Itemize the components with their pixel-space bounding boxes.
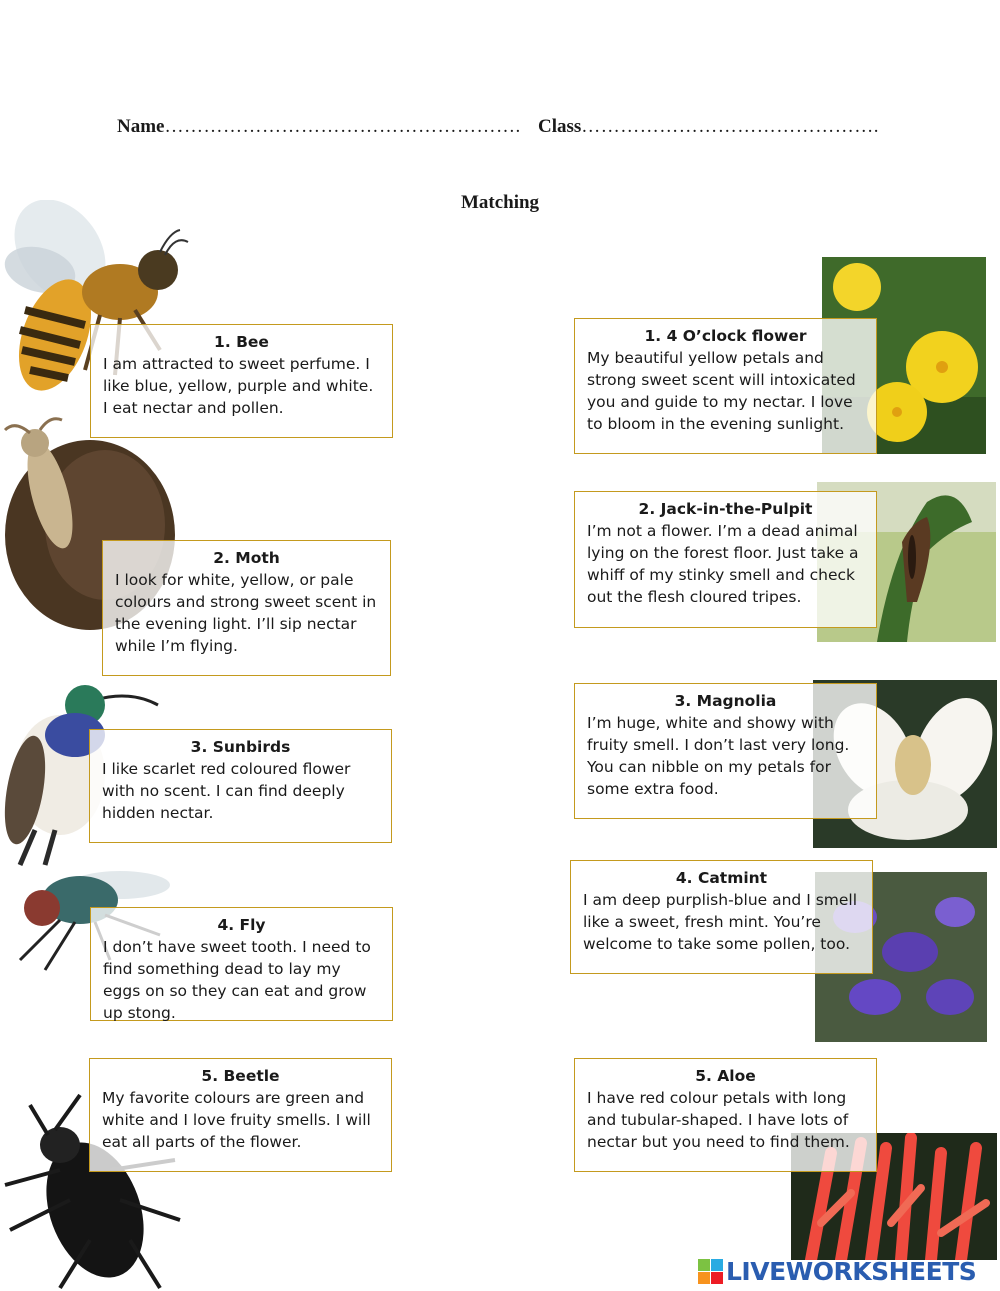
- flower-text: My beautiful yellow petals and strong sweet scent will intoxicated you and guide to my nectar. I love to bloom in the evening sunlight.: [587, 349, 856, 433]
- animal-card-moth: [102, 540, 391, 676]
- flower-text: I’m huge, white and showy with fruity smell. I don’t last very long. You can nibble on my petals for some extra food.: [587, 714, 850, 798]
- liveworksheets-logo: [698, 1256, 976, 1286]
- animal-card-sunbirds: [89, 729, 392, 843]
- name-label: Name: [117, 116, 165, 137]
- animal-title: 4. Fly: [217, 916, 266, 934]
- class-dots: ……………………………………….: [581, 116, 880, 137]
- flower-title: 4. Catmint: [675, 869, 768, 887]
- animal-title: 1. Bee: [214, 333, 269, 351]
- animal-text: I look for white, yellow, or pale colours and strong sweet scent in the evening light. I’ll sip nectar while I’m flying.: [115, 571, 377, 655]
- flower-title: 2. Jack-in-the-Pulpit: [638, 500, 813, 518]
- flower-card-catmint: [570, 860, 873, 974]
- animal-text: I am attracted to sweet perfume. I like blue, yellow, purple and white. I eat nectar and pollen.: [103, 355, 374, 417]
- flower-title: 3. Magnolia: [674, 692, 777, 710]
- flower-text: I am deep purplish-blue and I smell like a sweet, fresh mint. You’re welcome to take some pollen, too.: [583, 891, 858, 953]
- animal-text: I don’t have sweet tooth. I need to find something dead to lay my eggs on so they can eat and grow up stong.: [103, 938, 371, 1022]
- logo-mark-icon: [698, 1259, 723, 1284]
- animal-title: 2. Moth: [213, 549, 280, 567]
- logo-text: LIVEWORKSHEETS: [726, 1256, 977, 1286]
- animal-title: 5. Beetle: [201, 1067, 280, 1085]
- flower-card-magnolia: [574, 683, 877, 819]
- class-field: [538, 116, 879, 138]
- flower-card-four-oclock: [574, 318, 877, 454]
- flower-card-aloe: [574, 1058, 877, 1172]
- animal-card-beetle: [89, 1058, 392, 1172]
- name-dots: ……………………………………………….: [164, 116, 521, 137]
- animal-text: I like scarlet red coloured flower with no scent. I can find deeply hidden nectar.: [102, 760, 351, 822]
- flower-title: 5. Aloe: [695, 1067, 756, 1085]
- flower-text: I have red colour petals with long and tubular-shaped. I have lots of nectar but you need to find them.: [587, 1089, 850, 1151]
- animal-card-bee: [90, 324, 393, 438]
- animal-card-fly: [90, 907, 393, 1021]
- animal-text: My favorite colours are green and white and I love fruity smells. I will eat all parts of the flower.: [102, 1089, 371, 1151]
- flower-card-jack-in-the-pulpit: [574, 491, 877, 628]
- animal-title: 3. Sunbirds: [190, 738, 291, 756]
- flower-title: 1. 4 O’clock flower: [644, 327, 807, 345]
- name-field: [117, 116, 521, 138]
- class-label: Class: [538, 116, 582, 137]
- page-title: Matching: [460, 192, 540, 213]
- flower-text: I’m not a flower. I’m a dead animal lying on the forest floor. Just take a whiff of my stinky smell and check out the flesh cloured tripes.: [587, 522, 859, 606]
